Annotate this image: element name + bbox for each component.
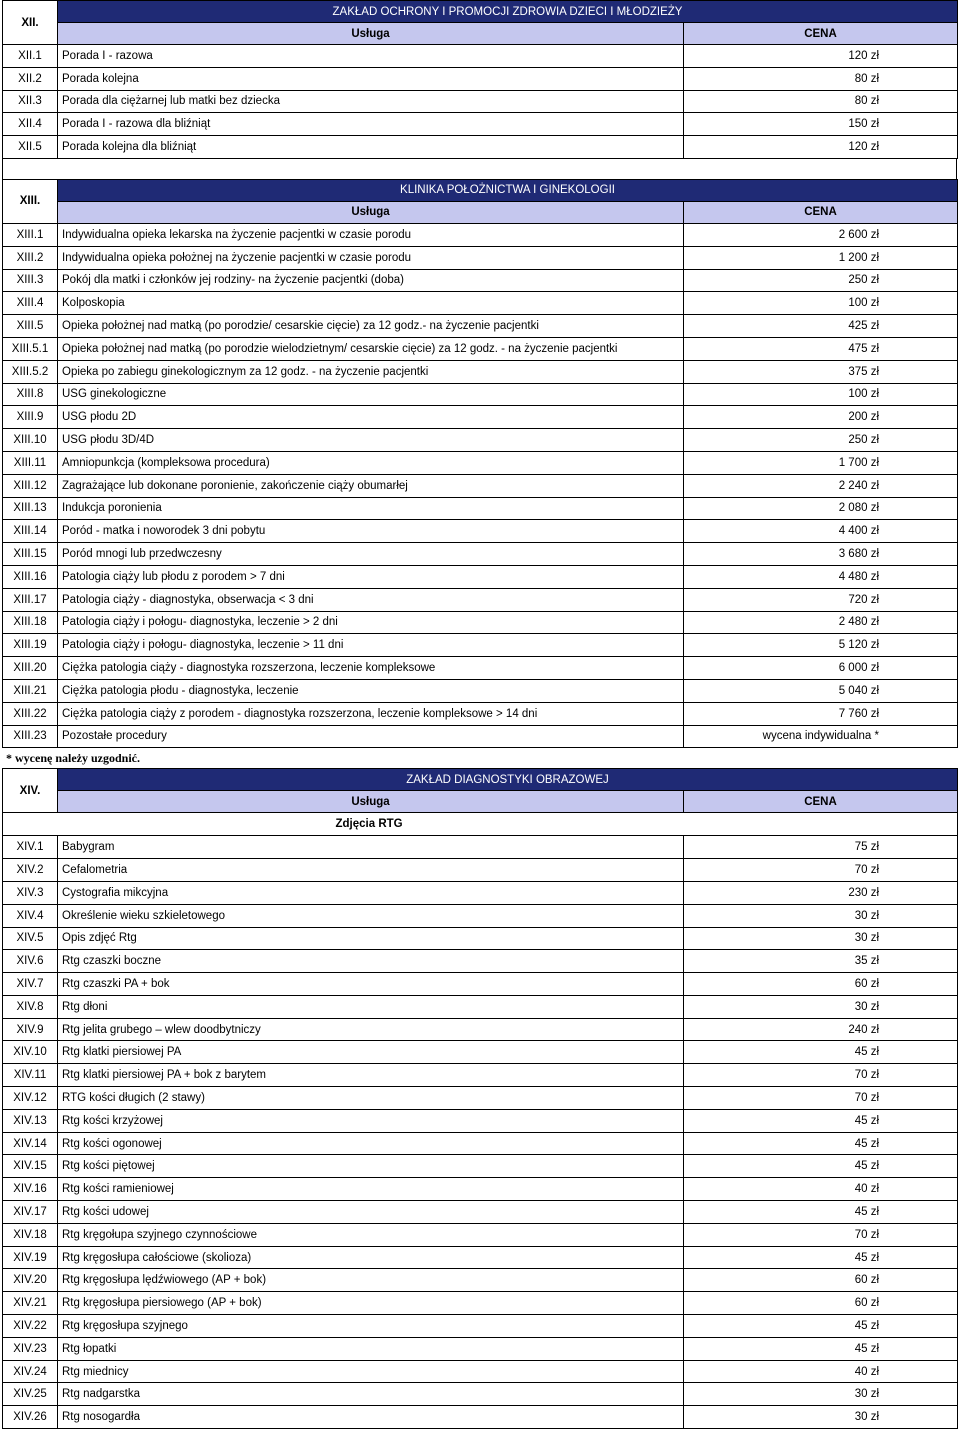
section-code: XII.	[3, 1, 58, 45]
table-row	[3, 950, 958, 973]
row-service-name: Opieka położnej nad matką (po porodzie wielodzietnym/ cesarskie cięcie) za 12 godz. - na życzenie pacjentki	[58, 337, 684, 360]
row-price: 720 zł	[684, 588, 958, 611]
table-row	[3, 246, 958, 269]
row-price: 5 040 zł	[684, 679, 958, 702]
table-row	[3, 406, 958, 429]
row-code: XII.1	[3, 45, 58, 68]
row-price: 70 zł	[684, 1064, 958, 1087]
table-row	[3, 565, 958, 588]
table-row	[3, 1246, 958, 1269]
row-price: 40 zł	[684, 1178, 958, 1201]
row-service-name: USG ginekologiczne	[58, 383, 684, 406]
row-code: XIII.4	[3, 292, 58, 315]
row-service-name: Porada dla ciężarnej lub matki bez dziecka	[58, 90, 684, 113]
row-price: 80 zł	[684, 90, 958, 113]
row-service-name: USG płodu 2D	[58, 406, 684, 429]
row-code: XIII.20	[3, 657, 58, 680]
row-price: 2 080 zł	[684, 497, 958, 520]
row-price: 3 680 zł	[684, 543, 958, 566]
row-code: XIV.13	[3, 1109, 58, 1132]
table-row	[3, 725, 958, 748]
row-service-name: Rtg kręgosłupa szyjnego	[58, 1315, 684, 1338]
row-code: XII.2	[3, 67, 58, 90]
pricing-note: * wycenę należy uzgodnić.	[6, 751, 140, 766]
row-code: XIII.16	[3, 565, 58, 588]
table-row	[3, 611, 958, 634]
row-price: 100 zł	[684, 383, 958, 406]
table-row	[3, 113, 958, 136]
row-price: 7 760 zł	[684, 702, 958, 725]
table-row	[3, 657, 958, 680]
section-code: XIII.	[3, 179, 58, 223]
row-price: 30 zł	[684, 995, 958, 1018]
section-xii-table	[2, 0, 958, 159]
column-header-service: Usługa	[58, 791, 684, 813]
row-service-name: Rtg kości ogonowej	[58, 1132, 684, 1155]
table-row	[3, 1018, 958, 1041]
table-row	[3, 136, 958, 159]
row-service-name: Poród mnogi lub przedwczesny	[58, 543, 684, 566]
row-service-name: Rtg łopatki	[58, 1337, 684, 1360]
row-code: XIV.17	[3, 1201, 58, 1224]
row-price: 120 zł	[684, 45, 958, 68]
row-code: XIII.23	[3, 725, 58, 748]
row-price: 2 480 zł	[684, 611, 958, 634]
row-code: XIII.14	[3, 520, 58, 543]
section-title: ZAKŁAD OCHRONY I PROMOCJI ZDROWIA DZIECI I MŁODZIEŻY	[58, 1, 958, 23]
row-service-name: Porada kolejna dla bliźniąt	[58, 136, 684, 159]
row-code: XIV.23	[3, 1337, 58, 1360]
row-service-name: Patologia ciąży i połogu- diagnostyka, leczenie > 2 dni	[58, 611, 684, 634]
row-code: XIV.25	[3, 1383, 58, 1406]
table-row	[3, 995, 958, 1018]
table-row	[3, 679, 958, 702]
row-service-name: Rtg kości krzyżowej	[58, 1109, 684, 1132]
row-code: XIV.14	[3, 1132, 58, 1155]
row-service-name: Rtg nadgarstka	[58, 1383, 684, 1406]
row-price: 4 400 zł	[684, 520, 958, 543]
row-price: 4 480 zł	[684, 565, 958, 588]
row-code: XIII.5.1	[3, 337, 58, 360]
row-code: XIII.10	[3, 429, 58, 452]
table-row	[3, 292, 958, 315]
row-price: 60 zł	[684, 973, 958, 996]
row-code: XIV.6	[3, 950, 58, 973]
row-code: XIII.1	[3, 223, 58, 246]
table-row	[3, 474, 958, 497]
table-row	[3, 497, 958, 520]
table-row	[3, 1223, 958, 1246]
table-row	[3, 1406, 958, 1429]
row-service-name: Indywidualna opieka położnej na życzenie pacjentki w czasie porodu	[58, 246, 684, 269]
row-code: XIV.3	[3, 881, 58, 904]
table-row	[3, 520, 958, 543]
row-service-name: Rtg czaszki boczne	[58, 950, 684, 973]
row-code: XIII.9	[3, 406, 58, 429]
row-code: XIV.19	[3, 1246, 58, 1269]
table-row	[3, 223, 958, 246]
table-row	[3, 1360, 958, 1383]
table-row	[3, 1337, 958, 1360]
row-price: 70 zł	[684, 1087, 958, 1110]
table-row	[3, 429, 958, 452]
row-code: XII.5	[3, 136, 58, 159]
row-price: 60 zł	[684, 1292, 958, 1315]
row-price: 250 zł	[684, 269, 958, 292]
row-service-name: Rtg kręgosłupa całościowe (skolioza)	[58, 1246, 684, 1269]
row-price: 250 zł	[684, 429, 958, 452]
row-price: 45 zł	[684, 1315, 958, 1338]
row-code: XIV.18	[3, 1223, 58, 1246]
row-price: 2 600 zł	[684, 223, 958, 246]
table-row	[3, 836, 958, 859]
table-row	[3, 90, 958, 113]
row-service-name: Opieka położnej nad matką (po porodzie/ cesarskie cięcie) za 12 godz.- na życzenie pacjentki	[58, 315, 684, 338]
row-code: XIV.5	[3, 927, 58, 950]
row-price: 375 zł	[684, 360, 958, 383]
subheading-spacer	[3, 813, 58, 836]
row-price: 5 120 zł	[684, 634, 958, 657]
column-header-price: CENA	[684, 791, 958, 813]
row-price: 30 zł	[684, 904, 958, 927]
row-code: XIV.22	[3, 1315, 58, 1338]
row-price: 60 zł	[684, 1269, 958, 1292]
table-row	[3, 588, 958, 611]
row-code: XIV.24	[3, 1360, 58, 1383]
row-code: XIV.4	[3, 904, 58, 927]
column-header-service: Usługa	[58, 23, 684, 45]
row-service-name: Rtg kości ramieniowej	[58, 1178, 684, 1201]
table-row	[3, 904, 958, 927]
row-service-name: Indukcja poronienia	[58, 497, 684, 520]
column-header-price: CENA	[684, 23, 958, 45]
table-row	[3, 702, 958, 725]
row-service-name: Zagrażające lub dokonane poronienie, zakończenie ciąży obumarłej	[58, 474, 684, 497]
table-row	[3, 973, 958, 996]
table-row	[3, 543, 958, 566]
row-code: XIII.22	[3, 702, 58, 725]
row-code: XIII.21	[3, 679, 58, 702]
row-service-name: Ciężka patologia płodu - diagnostyka, leczenie	[58, 679, 684, 702]
row-price: 150 zł	[684, 113, 958, 136]
row-price: 2 240 zł	[684, 474, 958, 497]
row-price: 75 zł	[684, 836, 958, 859]
table-row	[3, 45, 958, 68]
row-code: XIII.15	[3, 543, 58, 566]
row-service-name: Pozostałe procedury	[58, 725, 684, 748]
row-price: 45 zł	[684, 1109, 958, 1132]
section-spacer	[2, 159, 957, 179]
row-code: XIII.18	[3, 611, 58, 634]
table-row	[3, 360, 958, 383]
row-price: 45 zł	[684, 1132, 958, 1155]
row-service-name: Amniopunkcja (kompleksowa procedura)	[58, 451, 684, 474]
row-service-name: Rtg kości piętowej	[58, 1155, 684, 1178]
section-title: KLINIKA POŁOŻNICTWA I GINEKOLOGII	[58, 179, 958, 201]
row-code: XIII.13	[3, 497, 58, 520]
row-code: XII.4	[3, 113, 58, 136]
subheading-spacer	[684, 813, 958, 836]
row-service-name: Porada kolejna	[58, 67, 684, 90]
row-service-name: Kolposkopia	[58, 292, 684, 315]
row-price: 70 zł	[684, 859, 958, 882]
table-row	[3, 1155, 958, 1178]
row-code: XIV.2	[3, 859, 58, 882]
row-code: XIV.15	[3, 1155, 58, 1178]
row-code: XIII.11	[3, 451, 58, 474]
table-row	[3, 1087, 958, 1110]
table-row	[3, 634, 958, 657]
row-service-name: RTG kości długich (2 stawy)	[58, 1087, 684, 1110]
row-service-name: Porada I - razowa dla bliźniąt	[58, 113, 684, 136]
section-xiv-table	[2, 768, 958, 1429]
row-service-name: Rtg kręgołupa szyjnego czynnościowe	[58, 1223, 684, 1246]
row-price: wycena indywidualna *	[684, 725, 958, 748]
table-row	[3, 315, 958, 338]
row-code: XIII.3	[3, 269, 58, 292]
table-row	[3, 1132, 958, 1155]
row-code: XIII.12	[3, 474, 58, 497]
table-row	[3, 1178, 958, 1201]
row-price: 80 zł	[684, 67, 958, 90]
subheading-rtg: Zdjęcia RTG	[58, 813, 684, 836]
row-code: XIII.5.2	[3, 360, 58, 383]
row-service-name: Babygram	[58, 836, 684, 859]
row-code: XIII.17	[3, 588, 58, 611]
section-title: ZAKŁAD DIAGNOSTYKI OBRAZOWEJ	[58, 769, 958, 791]
row-code: XIII.2	[3, 246, 58, 269]
row-code: XIV.8	[3, 995, 58, 1018]
row-price: 1 200 zł	[684, 246, 958, 269]
row-service-name: Patologia ciąży lub płodu z porodem > 7 dni	[58, 565, 684, 588]
row-price: 35 zł	[684, 950, 958, 973]
table-row	[3, 1201, 958, 1224]
row-price: 45 zł	[684, 1337, 958, 1360]
section-xiii-table	[2, 179, 958, 748]
row-price: 425 zł	[684, 315, 958, 338]
row-price: 240 zł	[684, 1018, 958, 1041]
table-row	[3, 337, 958, 360]
row-service-name: Poród - matka i noworodek 3 dni pobytu	[58, 520, 684, 543]
row-price: 45 zł	[684, 1155, 958, 1178]
row-price: 40 zł	[684, 1360, 958, 1383]
row-price: 70 zł	[684, 1223, 958, 1246]
row-service-name: Opis zdjęć Rtg	[58, 927, 684, 950]
row-service-name: Ciężka patologia ciąży - diagnostyka rozszerzona, leczenie kompleksowe	[58, 657, 684, 680]
table-row	[3, 1269, 958, 1292]
row-service-name: Pokój dla matki i członków jej rodziny- na życzenie pacjentki (doba)	[58, 269, 684, 292]
table-row	[3, 67, 958, 90]
table-row	[3, 1383, 958, 1406]
row-service-name: Rtg dłoni	[58, 995, 684, 1018]
row-price: 120 zł	[684, 136, 958, 159]
row-service-name: Rtg nosogardła	[58, 1406, 684, 1429]
row-service-name: Cefalometria	[58, 859, 684, 882]
table-row	[3, 1041, 958, 1064]
column-header-price: CENA	[684, 201, 958, 223]
row-code: XIII.5	[3, 315, 58, 338]
row-price: 1 700 zł	[684, 451, 958, 474]
table-row	[3, 1064, 958, 1087]
row-code: XIV.10	[3, 1041, 58, 1064]
row-service-name: Patologia ciąży i połogu- diagnostyka, leczenie > 11 dni	[58, 634, 684, 657]
row-service-name: Opieka po zabiegu ginekologicznym za 12 godz. - na życzenie pacjentki	[58, 360, 684, 383]
row-code: XIII.8	[3, 383, 58, 406]
row-code: XIV.16	[3, 1178, 58, 1201]
table-row	[3, 1292, 958, 1315]
row-service-name: Porada I - razowa	[58, 45, 684, 68]
row-service-name: USG płodu 3D/4D	[58, 429, 684, 452]
row-service-name: Określenie wieku szkieletowego	[58, 904, 684, 927]
row-code: XIV.9	[3, 1018, 58, 1041]
row-price: 30 zł	[684, 1406, 958, 1429]
row-service-name: Cystografia mikcyjna	[58, 881, 684, 904]
row-code: XIV.26	[3, 1406, 58, 1429]
row-price: 30 zł	[684, 927, 958, 950]
table-row	[3, 1315, 958, 1338]
row-service-name: Rtg jelita grubego – wlew doodbytniczy	[58, 1018, 684, 1041]
table-row	[3, 927, 958, 950]
row-service-name: Rtg czaszki PA + bok	[58, 973, 684, 996]
row-code: XIV.1	[3, 836, 58, 859]
table-row	[3, 881, 958, 904]
table-row	[3, 383, 958, 406]
column-header-service: Usługa	[58, 201, 684, 223]
row-code: XII.3	[3, 90, 58, 113]
row-service-name: Patologia ciąży - diagnostyka, obserwacja < 3 dni	[58, 588, 684, 611]
row-service-name: Rtg miednicy	[58, 1360, 684, 1383]
row-price: 45 zł	[684, 1246, 958, 1269]
row-service-name: Indywidualna opieka lekarska na życzenie pacjentki w czasie porodu	[58, 223, 684, 246]
row-code: XIV.7	[3, 973, 58, 996]
table-row	[3, 859, 958, 882]
row-price: 230 zł	[684, 881, 958, 904]
row-code: XIV.12	[3, 1087, 58, 1110]
section-code: XIV.	[3, 769, 58, 813]
row-service-name: Ciężka patologia ciąży z porodem - diagnostyka rozszerzona, leczenie kompleksowe > 14 dni	[58, 702, 684, 725]
row-price: 100 zł	[684, 292, 958, 315]
row-price: 30 zł	[684, 1383, 958, 1406]
row-code: XIV.11	[3, 1064, 58, 1087]
row-code: XIV.20	[3, 1269, 58, 1292]
row-service-name: Rtg kręgosłupa lędźwiowego (AP + bok)	[58, 1269, 684, 1292]
row-price: 45 zł	[684, 1201, 958, 1224]
table-row	[3, 269, 958, 292]
table-row	[3, 1109, 958, 1132]
row-price: 200 zł	[684, 406, 958, 429]
row-price: 45 zł	[684, 1041, 958, 1064]
row-code: XIV.21	[3, 1292, 58, 1315]
row-service-name: Rtg klatki piersiowej PA + bok z barytem	[58, 1064, 684, 1087]
table-row	[3, 451, 958, 474]
row-price: 6 000 zł	[684, 657, 958, 680]
row-service-name: Rtg kręgosłupa piersiowego (AP + bok)	[58, 1292, 684, 1315]
row-code: XIII.19	[3, 634, 58, 657]
row-service-name: Rtg kości udowej	[58, 1201, 684, 1224]
row-service-name: Rtg klatki piersiowej PA	[58, 1041, 684, 1064]
row-price: 475 zł	[684, 337, 958, 360]
